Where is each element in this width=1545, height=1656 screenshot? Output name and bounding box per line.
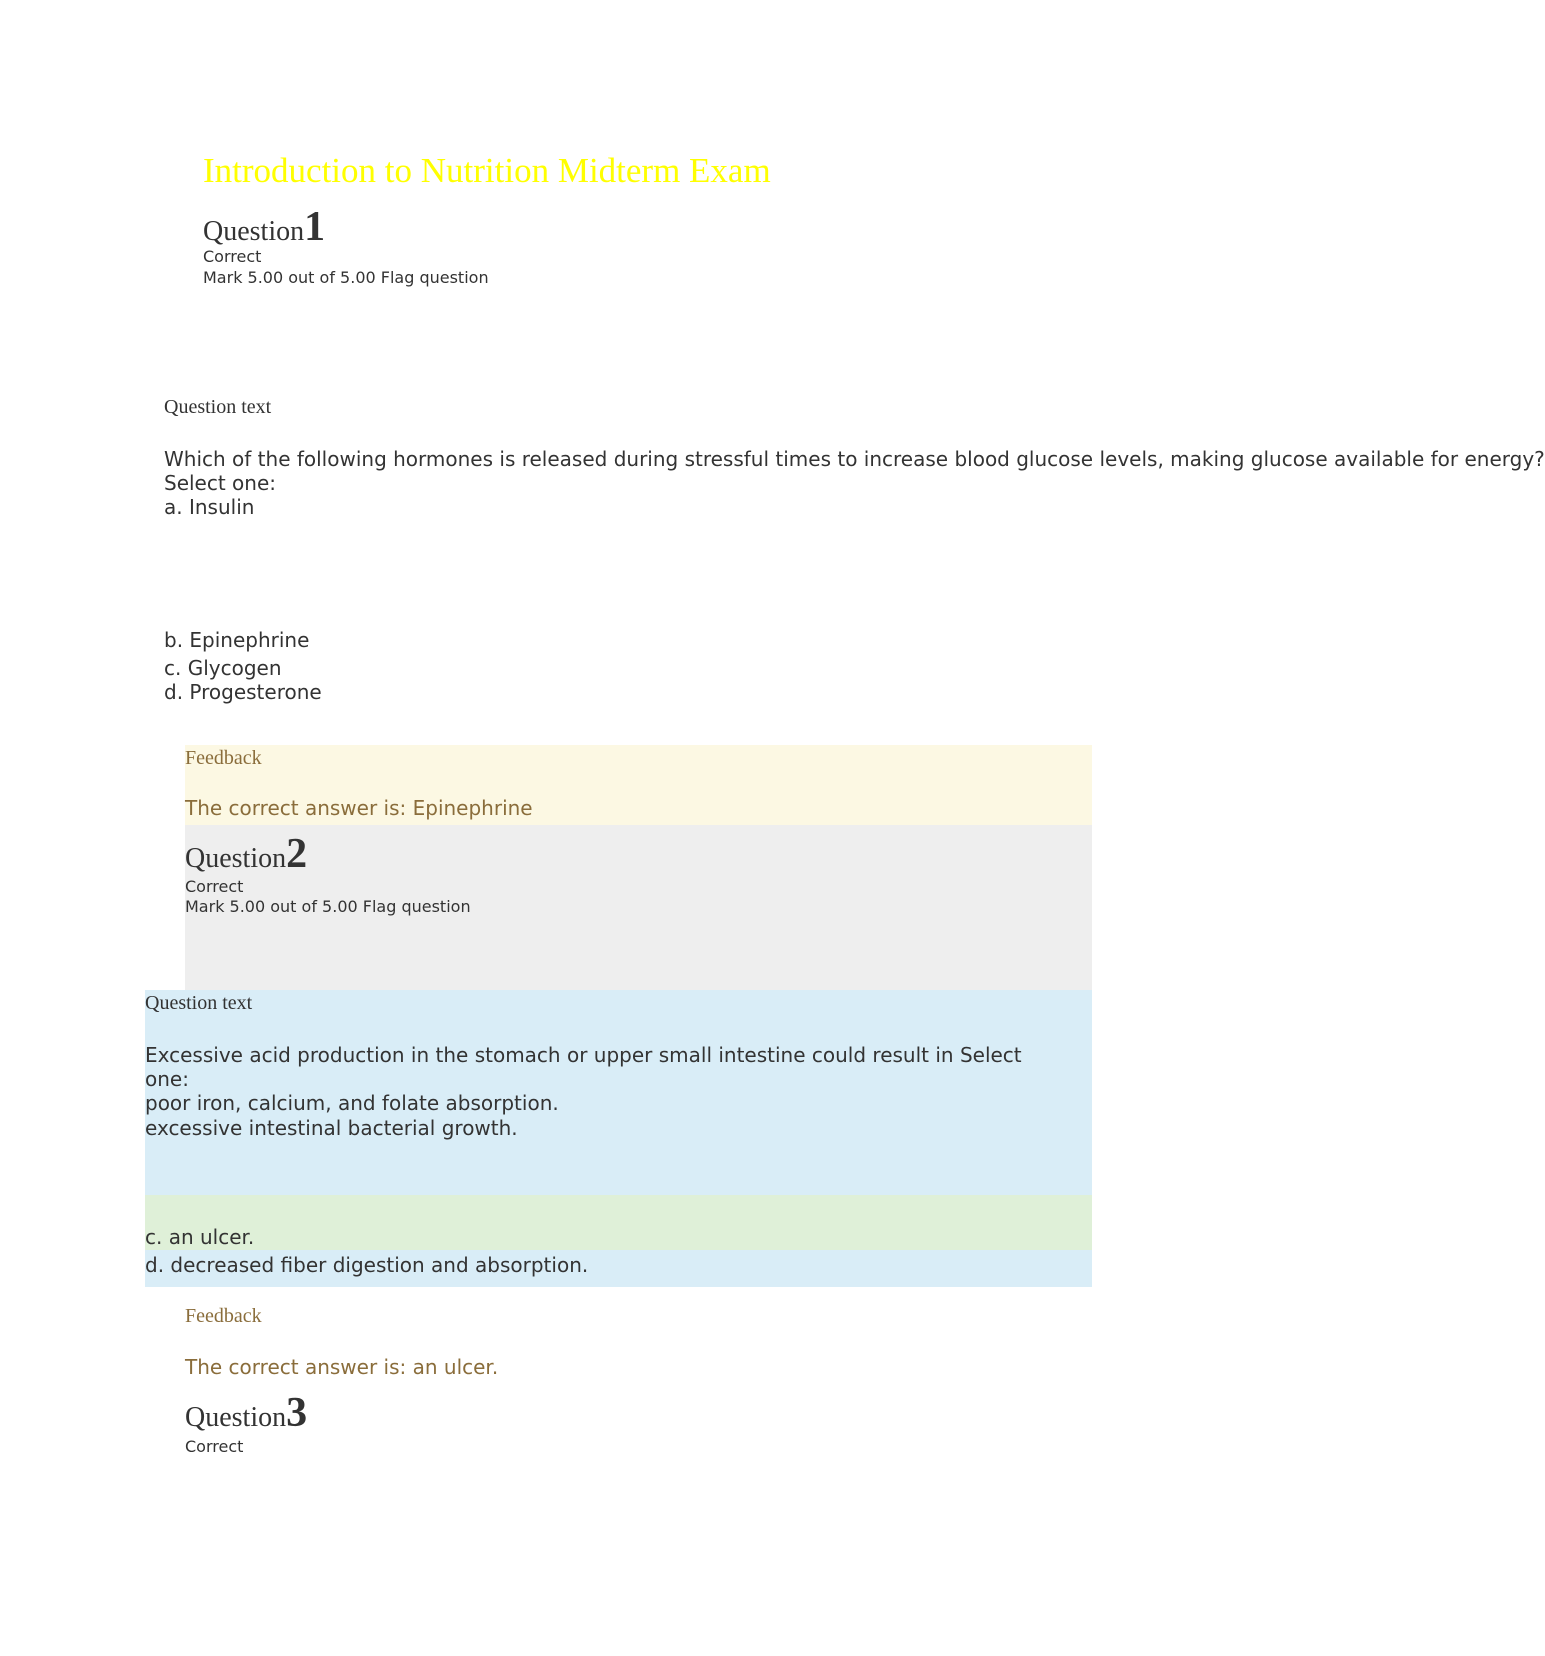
question-text-label-q2: Question text (145, 992, 253, 1014)
question-text-q2-line2: one: (145, 1067, 189, 1091)
option-b-q1[interactable]: b. Epinephrine (164, 628, 310, 652)
feedback-text-q1: The correct answer is: Epinephrine (185, 796, 533, 820)
select-one-label-q1: Select one: (164, 471, 277, 495)
option-c-q2[interactable]: c. an ulcer. (145, 1225, 255, 1249)
question-heading-q2 (185, 829, 307, 879)
option-a-q1[interactable]: a. Insulin (164, 495, 255, 519)
feedback-label-q1: Feedback (185, 747, 262, 769)
question-heading-q1 (203, 202, 325, 252)
question-text-q2-line1: Excessive acid production in the stomach or upper small intestine could result in Select (145, 1043, 1022, 1067)
feedback-text-q2: The correct answer is: an ulcer. (185, 1355, 499, 1379)
question-mark-q1[interactable]: Mark 5.00 out of 5.00 Flag question (203, 268, 489, 287)
question-status-q2: Correct (185, 877, 244, 896)
question-heading-q3 (185, 1388, 307, 1438)
question-status-q1: Correct (203, 247, 262, 266)
question-label: Question (185, 843, 287, 874)
question-status-q3: Correct (185, 1437, 244, 1456)
question-mark-q2[interactable]: Mark 5.00 out of 5.00 Flag question (185, 897, 471, 916)
correct-answer-highlight-q2 (145, 1195, 1092, 1250)
option-d-q1[interactable]: d. Progesterone (164, 680, 322, 704)
question-number: 3 (286, 1390, 308, 1436)
option-b-q2[interactable]: excessive intestinal bacterial growth. (145, 1116, 518, 1140)
question-text-label-q1: Question text (164, 396, 272, 418)
option-a-q2[interactable]: poor iron, calcium, and folate absorption. (145, 1091, 559, 1115)
question-label: Question (203, 216, 305, 247)
question-text-q1: Which of the following hormones is released during stressful times to increase blood glucose levels, making glucose available for energy? (164, 447, 1545, 471)
option-d-q2[interactable]: d. decreased fiber digestion and absorption. (145, 1253, 589, 1277)
option-c-q1[interactable]: c. Glycogen (164, 656, 282, 680)
feedback-label-q2: Feedback (185, 1305, 262, 1327)
page-title: Introduction to Nutrition Midterm Exam (203, 151, 771, 190)
question-number: 2 (286, 831, 308, 877)
question-number: 1 (304, 204, 326, 250)
question-label: Question (185, 1402, 287, 1433)
